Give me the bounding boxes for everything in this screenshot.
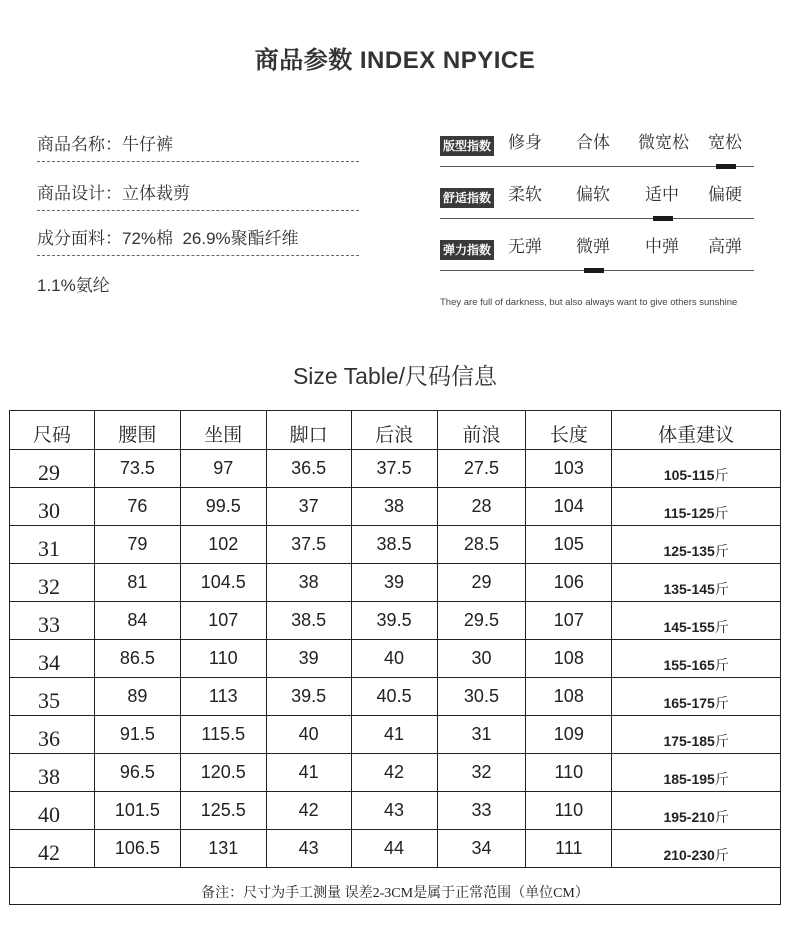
table-note-row [10, 868, 781, 905]
header-hip: 坐围 [180, 411, 266, 450]
rating-option: 修身 [508, 133, 542, 152]
table-cell: 38 [266, 564, 351, 602]
rating-option: 偏软 [576, 185, 610, 204]
weight-cell [612, 754, 781, 792]
header-size: 尺码 [10, 411, 95, 450]
table-cell: 42 [10, 830, 95, 868]
rating-option: 微宽松 [638, 133, 689, 152]
table-cell: 27.5 [437, 450, 526, 488]
header-back-rise: 后浪 [351, 411, 437, 450]
table-cell: 28.5 [437, 526, 526, 564]
spec-value: 1.1%氨纶 [37, 276, 110, 295]
table-cell: 109 [526, 716, 612, 754]
rating-option: 柔软 [508, 185, 542, 204]
weight-cell [612, 640, 781, 678]
rating-option: 偏硬 [708, 185, 742, 204]
table-cell: 32 [437, 754, 526, 792]
rating-badge: 版型指数 [440, 136, 494, 156]
header-leg-opening: 脚口 [266, 411, 351, 450]
spec-value: 72%棉 26.9%聚酯纤维 [122, 229, 299, 248]
spec-design [37, 179, 359, 211]
table-cell: 106.5 [94, 830, 180, 868]
rating-option: 无弹 [508, 237, 542, 256]
table-cell: 44 [351, 830, 437, 868]
spec-material-cont [37, 271, 359, 302]
table-cell: 36 [10, 716, 95, 754]
weight-unit: 斤 [714, 697, 729, 712]
table-cell: 28 [437, 488, 526, 526]
page-title: 商品参数 INDEX NPYICE [254, 47, 536, 74]
table-cell: 101.5 [94, 792, 180, 830]
table-cell: 31 [437, 716, 526, 754]
table-cell: 38.5 [351, 526, 437, 564]
weight-cell [612, 678, 781, 716]
table-cell: 111 [526, 830, 612, 868]
weight-range: 125-135 [663, 543, 715, 559]
rating-badge: 弹力指数 [440, 240, 494, 260]
table-row [10, 488, 781, 526]
weight-cell [612, 450, 781, 488]
weight-cell [612, 526, 781, 564]
table-row [10, 830, 781, 868]
rating-fit [440, 132, 754, 167]
weight-cell [612, 792, 781, 830]
table-cell: 99.5 [180, 488, 266, 526]
table-cell: 43 [266, 830, 351, 868]
weight-unit: 斤 [714, 621, 729, 636]
header-waist: 腰围 [94, 411, 180, 450]
table-cell: 30 [10, 488, 95, 526]
spec-value: 立体裁剪 [122, 184, 190, 203]
weight-range: 105-115 [663, 467, 715, 483]
weight-unit: 斤 [714, 659, 729, 674]
table-cell: 110 [526, 792, 612, 830]
table-cell: 97 [180, 450, 266, 488]
rating-option-selected: 适中 [645, 185, 679, 204]
table-cell: 40 [10, 792, 95, 830]
weight-range: 210-230 [663, 847, 715, 863]
weight-range: 155-165 [663, 657, 715, 673]
weight-unit: 斤 [714, 811, 729, 826]
weight-cell [612, 488, 781, 526]
table-cell: 73.5 [94, 450, 180, 488]
table-cell: 107 [180, 602, 266, 640]
table-row [10, 450, 781, 488]
table-cell: 37 [266, 488, 351, 526]
table-row [10, 716, 781, 754]
weight-range: 175-185 [663, 733, 715, 749]
table-row [10, 564, 781, 602]
weight-unit: 斤 [714, 849, 729, 864]
table-cell: 108 [526, 678, 612, 716]
table-row [10, 640, 781, 678]
weight-cell [612, 602, 781, 640]
table-cell: 40 [351, 640, 437, 678]
table-cell: 40.5 [351, 678, 437, 716]
table-cell: 105 [526, 526, 612, 564]
spec-label: 商品设计： [37, 184, 122, 203]
table-cell: 79 [94, 526, 180, 564]
weight-range: 145-155 [663, 619, 715, 635]
table-cell: 34 [437, 830, 526, 868]
table-row [10, 678, 781, 716]
table-row [10, 754, 781, 792]
table-cell: 36.5 [266, 450, 351, 488]
table-cell: 108 [526, 640, 612, 678]
selection-marker [716, 164, 736, 169]
selection-marker [584, 268, 604, 273]
table-cell: 33 [10, 602, 95, 640]
table-cell: 104 [526, 488, 612, 526]
rating-option: 合体 [576, 133, 610, 152]
weight-unit: 斤 [714, 583, 729, 598]
table-cell: 29 [437, 564, 526, 602]
spec-label: 商品名称： [37, 135, 122, 154]
weight-unit: 斤 [714, 545, 729, 560]
header-front-rise: 前浪 [437, 411, 526, 450]
table-cell: 104.5 [180, 564, 266, 602]
weight-range: 195-210 [663, 809, 715, 825]
table-cell: 110 [180, 640, 266, 678]
table-cell: 31 [10, 526, 95, 564]
table-cell: 29 [10, 450, 95, 488]
size-table-title: Size Table/尺码信息 [292, 363, 498, 389]
table-cell: 89 [94, 678, 180, 716]
rating-option: 高弹 [708, 237, 742, 256]
table-cell: 91.5 [94, 716, 180, 754]
table-row [10, 526, 781, 564]
table-cell: 103 [526, 450, 612, 488]
weight-cell [612, 716, 781, 754]
table-cell: 29.5 [437, 602, 526, 640]
table-cell: 38 [351, 488, 437, 526]
weight-cell [612, 830, 781, 868]
weight-range: 135-145 [663, 581, 715, 597]
table-cell: 39 [351, 564, 437, 602]
table-cell: 37.5 [351, 450, 437, 488]
table-cell: 125.5 [180, 792, 266, 830]
spec-product-name [37, 130, 359, 162]
table-cell: 96.5 [94, 754, 180, 792]
table-cell: 37.5 [266, 526, 351, 564]
table-cell: 35 [10, 678, 95, 716]
rating-comfort [440, 184, 754, 219]
table-cell: 76 [94, 488, 180, 526]
table-cell: 120.5 [180, 754, 266, 792]
spec-value: 牛仔裤 [122, 135, 173, 154]
table-cell: 30.5 [437, 678, 526, 716]
weight-unit: 斤 [714, 469, 729, 484]
table-header-row [10, 411, 781, 450]
rating-option-selected: 微弹 [576, 237, 610, 256]
table-cell: 113 [180, 678, 266, 716]
table-cell: 115.5 [180, 716, 266, 754]
table-cell: 40 [266, 716, 351, 754]
table-cell: 39.5 [266, 678, 351, 716]
spec-material [37, 224, 359, 256]
weight-range: 165-175 [663, 695, 715, 711]
rating-stretch [440, 236, 754, 271]
table-cell: 86.5 [94, 640, 180, 678]
weight-cell [612, 564, 781, 602]
table-row [10, 792, 781, 830]
table-cell: 34 [10, 640, 95, 678]
table-cell: 38 [10, 754, 95, 792]
table-cell: 110 [526, 754, 612, 792]
table-cell: 30 [437, 640, 526, 678]
table-cell: 131 [180, 830, 266, 868]
table-cell: 41 [351, 716, 437, 754]
table-cell: 33 [437, 792, 526, 830]
table-row [10, 602, 781, 640]
table-cell: 32 [10, 564, 95, 602]
weight-range: 115-125 [663, 505, 715, 521]
header-length: 长度 [526, 411, 612, 450]
rating-option-selected: 宽松 [708, 133, 742, 152]
table-cell: 41 [266, 754, 351, 792]
table-cell: 39.5 [351, 602, 437, 640]
table-cell: 38.5 [266, 602, 351, 640]
table-cell: 42 [351, 754, 437, 792]
weight-range: 185-195 [663, 771, 715, 787]
table-cell: 84 [94, 602, 180, 640]
rating-badge: 舒适指数 [440, 188, 494, 208]
spec-label: 成分面料： [37, 229, 122, 248]
size-table [9, 410, 781, 905]
table-cell: 42 [266, 792, 351, 830]
table-cell: 107 [526, 602, 612, 640]
table-cell: 43 [351, 792, 437, 830]
weight-unit: 斤 [714, 735, 729, 750]
rating-option: 中弹 [645, 237, 679, 256]
weight-unit: 斤 [714, 507, 729, 522]
header-weight: 体重建议 [612, 411, 781, 450]
table-cell: 106 [526, 564, 612, 602]
table-note: 备注：尺寸为手工测量 误差2-3CM是属于正常范围（单位CM） [10, 868, 781, 905]
table-cell: 81 [94, 564, 180, 602]
table-cell: 102 [180, 526, 266, 564]
table-cell: 39 [266, 640, 351, 678]
tagline: They are full of darkness, but also always want to give others sunshine [440, 297, 738, 308]
weight-unit: 斤 [714, 773, 729, 788]
selection-marker [653, 216, 673, 221]
